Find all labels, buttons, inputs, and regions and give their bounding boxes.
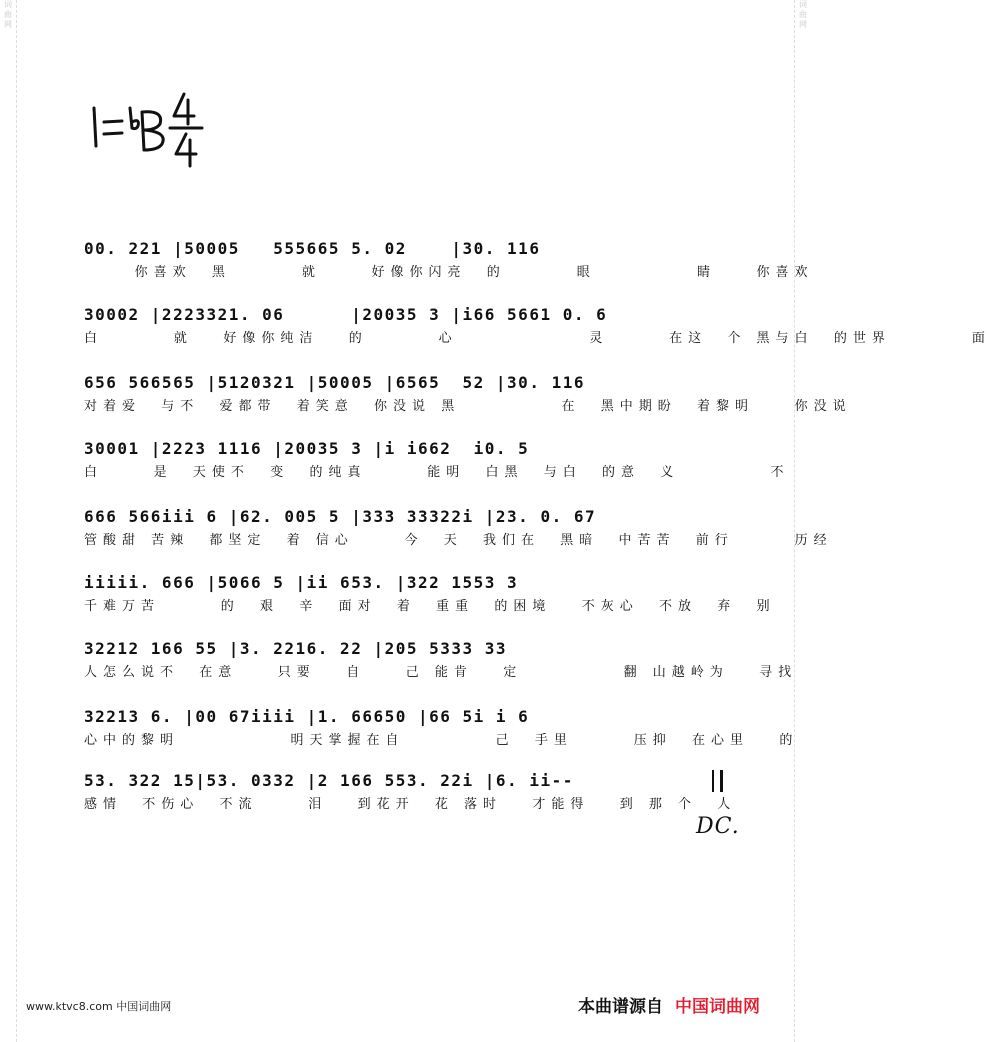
notation-system-2 xyxy=(84,304,991,348)
notes-line: 656 566565 |5120321 |50005 |6565 52 |30. 116 xyxy=(84,373,585,392)
lyrics-line: 对着爱 与不 爱都带 着笑意 你没说 黑 在 黑中期盼 着黎明 你没说 xyxy=(84,399,852,414)
lyrics-line: 白 是 天使不 变 的纯真 能明 白黑 与白 的意 义 不 xyxy=(84,465,790,480)
notation-system-5 xyxy=(84,506,833,550)
lyrics-line: 千难万苦 的 艰 辛 面对 着 重重 的困境 不灰心 不放 弃 别 xyxy=(84,599,776,614)
final-barline xyxy=(712,770,723,792)
key-signature xyxy=(86,88,216,172)
da-capo-mark: DC. xyxy=(696,814,740,839)
notes-line: 666 566iii 6 |62. 005 5 |333 33322i |23. 0. 67 xyxy=(84,507,597,526)
right-watermark-strip: 词 曲 网 xyxy=(794,0,811,1042)
lyrics-line: 管酸甜 苦辣 都坚定 着 信心 今 天 我们在 黑暗 中苦苦 前行 历经 xyxy=(84,533,833,548)
notation-system-1 xyxy=(84,238,814,282)
footer-source xyxy=(578,992,760,1017)
notation-system-6 xyxy=(84,572,776,616)
notes-line: 53. 322 15|53. 0332 |2 166 553. 22i |6. ii-- xyxy=(84,771,574,790)
lyrics-line: 人怎么说不 在意 只要 自 己 能肯 定 翻 山越岭为 寻找 xyxy=(84,665,798,680)
notation-system-8 xyxy=(84,706,799,750)
notes-line: 30002 |2223321. 06 |20035 3 |i66 5661 0. 6 xyxy=(84,305,608,324)
lyrics-line: 心中的黎明 明天掌握在自 己 手里 压抑 在心里 的 xyxy=(84,733,799,748)
notation-system-3 xyxy=(84,372,852,416)
footer-url[interactable]: www.ktvc8.com 中国词曲网 xyxy=(26,1000,172,1013)
footer-source-brand[interactable]: 中国词曲网 xyxy=(675,997,760,1017)
lyrics-line: 白 就 好像你纯洁 的 心 灵 在这 个 黑与白 的世界 面 xyxy=(84,331,991,346)
key-signature-handwriting xyxy=(86,88,216,168)
notation-system-9 xyxy=(84,770,737,814)
notes-line: 00. 221 |50005 555665 5. 02 |30. 116 xyxy=(84,239,541,258)
notes-line: 32212 166 55 |3. 2216. 22 |205 5333 33 xyxy=(84,639,508,658)
left-watermark-strip: 词 曲 网 xyxy=(0,0,17,1042)
footer-source-label: 本曲谱源自 xyxy=(578,997,663,1017)
notation-system-7 xyxy=(84,638,798,682)
notes-line: 30001 |2223 1116 |20035 3 |i i662 i0. 5 xyxy=(84,439,530,458)
notes-line: 32213 6. |00 67iiii |1. 66650 |66 5i i 6 xyxy=(84,707,530,726)
notation-system-4 xyxy=(84,438,790,482)
lyrics-line: 感情 不伤心 不流 泪 到花开 花 落时 才能得 到 那 个 人 xyxy=(84,797,737,812)
lyrics-line: 你喜欢 黑 就 好像你闪亮 的 眼 睛 你喜欢 xyxy=(84,265,814,280)
notes-line: iiiii. 666 |5066 5 |ii 653. |322 1553 3 xyxy=(84,573,519,592)
